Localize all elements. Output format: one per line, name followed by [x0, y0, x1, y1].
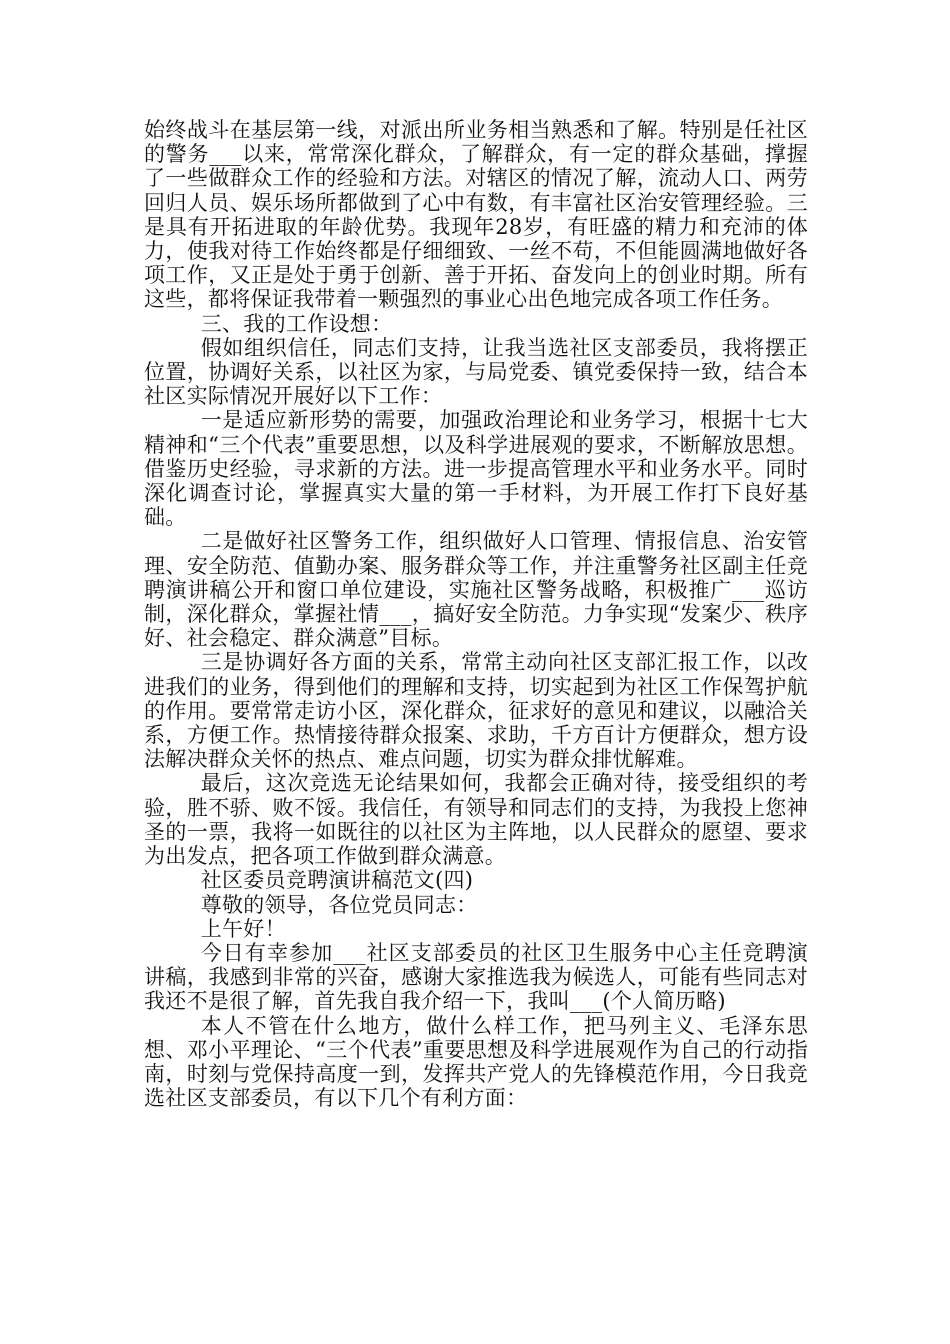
- paragraph-self-intro: 今日有幸参加___社区支部委员的社区卫生服务中心主任竞聘演讲稿，我感到非常的兴奋，感谢大家推选我为候选人，可能有些同志对我还不是很了解，首先我自我介绍一下，我叫___(个人简历略): [144, 940, 808, 1014]
- greeting: 上午好！: [200, 916, 286, 941]
- section-heading-work-plans: 三、我的工作设想：: [200, 311, 393, 336]
- paragraph-closing: 最后，这次竞选无论结果如何，我都会正确对待，接受组织的考验，胜不骄、败不馁。我信任，有领导和同志们的支持，为我投上您神圣的一票，我将一如既往的以社区为主阵地，以人民群众的愿望、要求为出发点，把各项工作做到群众满意。: [144, 771, 808, 869]
- salutation: 尊敬的领导，各位党员同志：: [200, 892, 478, 917]
- paragraph-plan-three: 三是协调好各方面的关系，常常主动向社区支部汇报工作，以改进我们的业务，得到他们的理解和支持，切实起到为社区工作保驾护航的作用。要常常走访小区，深化群众，征求好的意见和建议，以融洽关系，方便工作。热情接待群众报案、求助，千方百计方便群众，想方设法解决群众关怀的热点、难点问题，切实为群众排忧解难。: [144, 650, 808, 772]
- document-body: [144, 118, 808, 1110]
- paragraph-intro-plans: 假如组织信任，同志们支持，让我当选社区支部委员，我将摆正位置，协调好关系，以社区为家，与局党委、镇党委保持一致，结合本社区实际情况开展好以下工作：: [144, 335, 808, 409]
- paragraph-plan-two: 二是做好社区警务工作，组织做好人口管理、情报信息、治安管理、安全防范、值勤办案、服务群众等工作，并注重警务社区副主任竞聘演讲稿公开和窗口单位建设，实施社区警务战略，积极推广___巡访制，深化群众，掌握社情___，搞好安全防范。力争实现“发案少、秩序好、社会稳定、群众满意”目标。: [144, 529, 808, 651]
- paragraph-continuation: 始终战斗在基层第一线，对派出所业务相当熟悉和了解。特别是任社区的警务___以来，常常深化群众，了解群众，有一定的群众基础，撑握了一些做群众工作的经验和方法。对辖区的情况了解，流动人口、两劳回归人员、娱乐场所都做到了心中有数，有丰富社区治安管理经验。三是具有开拓进取的年龄优势。我现年28岁，有旺盛的精力和充沛的体力，使我对待工作始终都是仔细细致、一丝不苟，不但能圆满地做好各项工作，又正是处于勇于创新、善于开拓、奋发向上的创业时期。所有这些，都将保证我带着一颗强烈的事业心出色地完成各项工作任务。: [144, 118, 808, 312]
- paragraph-plan-one: 一是适应新形势的需要，加强政治理论和业务学习，根据十七大精神和“三个代表”重要思想，以及科学进展观的要求，不断解放思想。借鉴历史经验，寻求新的方法。进一步提高管理水平和业务水平。同时深化调查讨论，掌握真实大量的第一手材料，为开展工作打下良好基础。: [144, 408, 808, 530]
- paragraph-advantages: 本人不管在什么地方，做什么样工作，把马列主义、毛泽东思想、邓小平理论、“三个代表”重要思想及科学进展观作为自己的行动指南，时刻与党保持高度一到，发挥共产党人的先锋模范作用，今日我竞选社区支部委员，有以下几个有利方面：: [144, 1013, 808, 1111]
- section-title-sample-four: 社区委员竞聘演讲稿范文(四): [200, 868, 474, 893]
